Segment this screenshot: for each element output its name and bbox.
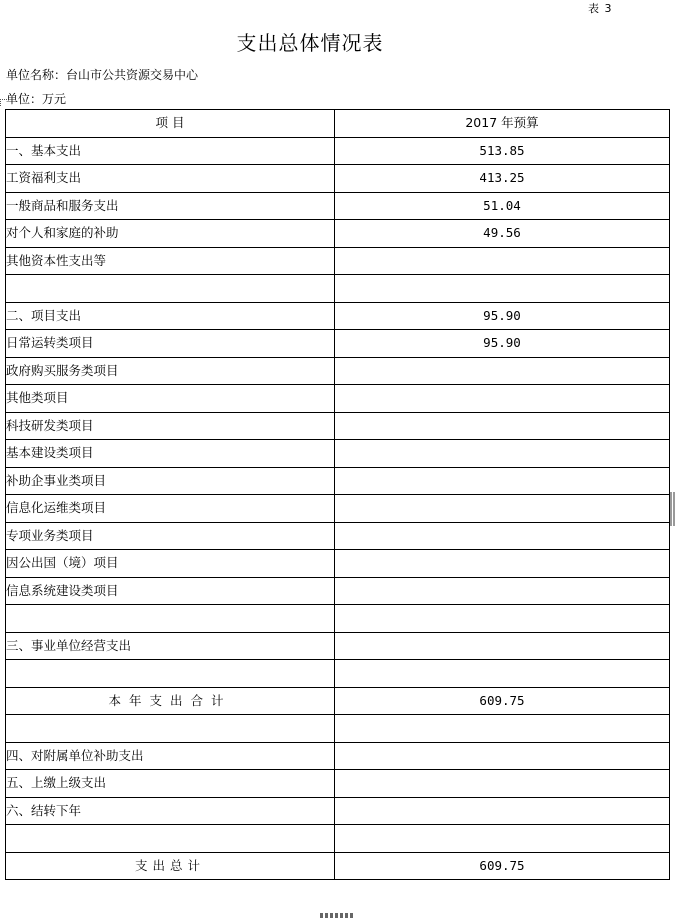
row-amount-cell xyxy=(335,660,670,688)
table-row xyxy=(6,825,670,853)
header-item: 项 目 xyxy=(6,110,335,138)
row-item-cell: 本年支出合计 xyxy=(6,687,335,715)
table-row xyxy=(6,632,670,660)
row-item-cell: 三、事业单位经营支出 xyxy=(6,632,335,660)
table-row xyxy=(6,715,670,743)
table-row xyxy=(6,220,670,248)
row-amount-cell: 413.25 xyxy=(335,165,670,193)
row-amount-cell xyxy=(335,770,670,798)
row-amount-cell xyxy=(335,412,670,440)
table-row xyxy=(6,797,670,825)
row-item-cell: 一般商品和服务支出 xyxy=(6,192,335,220)
row-item-cell: 政府购买服务类项目 xyxy=(6,357,335,385)
row-amount-cell: 609.75 xyxy=(335,852,670,880)
page-title: 支出总体情况表 xyxy=(236,31,384,55)
unit-label: 单位：万元 xyxy=(6,92,67,106)
row-amount-cell xyxy=(335,715,670,743)
row-amount-cell xyxy=(335,797,670,825)
table-row xyxy=(6,385,670,413)
table-header-row xyxy=(6,110,670,138)
row-item-cell xyxy=(6,825,335,853)
row-item-cell: 专项业务类项目 xyxy=(6,522,335,550)
row-item-cell: 其他类项目 xyxy=(6,385,335,413)
table-row xyxy=(6,275,670,303)
table-row xyxy=(6,852,670,880)
row-amount-cell xyxy=(335,605,670,633)
row-amount-cell xyxy=(335,385,670,413)
table-row xyxy=(6,495,670,523)
row-amount-cell xyxy=(335,550,670,578)
table-row xyxy=(6,605,670,633)
row-amount-cell xyxy=(335,247,670,275)
row-amount-cell xyxy=(335,632,670,660)
row-amount-cell xyxy=(335,467,670,495)
table-row xyxy=(6,522,670,550)
table-row xyxy=(6,330,670,358)
table-row xyxy=(6,687,670,715)
row-item-cell: 对个人和家庭的补助 xyxy=(6,220,335,248)
table-row xyxy=(6,137,670,165)
table-row xyxy=(6,302,670,330)
row-item-cell xyxy=(6,605,335,633)
table-anchor-icon[interactable] xyxy=(0,99,7,106)
row-amount-cell xyxy=(335,275,670,303)
row-amount-cell: 49.56 xyxy=(335,220,670,248)
table-number: 表 3 xyxy=(588,2,613,15)
row-amount-cell: 95.90 xyxy=(335,330,670,358)
row-item-cell: 其他资本性支出等 xyxy=(6,247,335,275)
row-item-cell: 四、对附属单位补助支出 xyxy=(6,742,335,770)
table-row xyxy=(6,440,670,468)
table-row xyxy=(6,742,670,770)
row-item-cell: 信息化运维类项目 xyxy=(6,495,335,523)
row-item-cell: 因公出国（境）项目 xyxy=(6,550,335,578)
row-item-cell: 二、项目支出 xyxy=(6,302,335,330)
row-item-cell: 基本建设类项目 xyxy=(6,440,335,468)
table-row xyxy=(6,550,670,578)
row-item-cell xyxy=(6,660,335,688)
header-budget: 2017 年预算 xyxy=(335,110,670,138)
table-row xyxy=(6,770,670,798)
row-amount-cell xyxy=(335,440,670,468)
row-item-cell xyxy=(6,715,335,743)
row-item-cell: 工资福利支出 xyxy=(6,165,335,193)
row-amount-cell: 513.85 xyxy=(335,137,670,165)
row-item-cell: 支出总计 xyxy=(6,852,335,880)
row-amount-cell xyxy=(335,577,670,605)
row-amount-cell xyxy=(335,522,670,550)
table-row xyxy=(6,247,670,275)
row-amount-cell xyxy=(335,825,670,853)
table-row xyxy=(6,660,670,688)
row-item-cell: 科技研发类项目 xyxy=(6,412,335,440)
row-amount-cell: 51.04 xyxy=(335,192,670,220)
table-row xyxy=(6,357,670,385)
table-row xyxy=(6,192,670,220)
row-amount-cell xyxy=(335,495,670,523)
row-amount-cell: 609.75 xyxy=(335,687,670,715)
row-amount-cell xyxy=(335,742,670,770)
row-item-cell: 一、基本支出 xyxy=(6,137,335,165)
row-item-cell: 六、结转下年 xyxy=(6,797,335,825)
table-row xyxy=(6,467,670,495)
resize-handle-bottom-icon[interactable] xyxy=(320,913,354,918)
row-item-cell: 补助企事业类项目 xyxy=(6,467,335,495)
row-item-cell: 五、上缴上级支出 xyxy=(6,770,335,798)
row-amount-cell: 95.90 xyxy=(335,302,670,330)
resize-handle-icon[interactable] xyxy=(670,492,675,526)
row-item-cell: 信息系统建设类项目 xyxy=(6,577,335,605)
unit-name-label: 单位名称：台山市公共资源交易中心 xyxy=(6,68,199,82)
table-row xyxy=(6,412,670,440)
row-item-cell: 日常运转类项目 xyxy=(6,330,335,358)
table-row xyxy=(6,165,670,193)
table-row xyxy=(6,577,670,605)
row-amount-cell xyxy=(335,357,670,385)
row-item-cell xyxy=(6,275,335,303)
budget-table xyxy=(5,109,670,880)
